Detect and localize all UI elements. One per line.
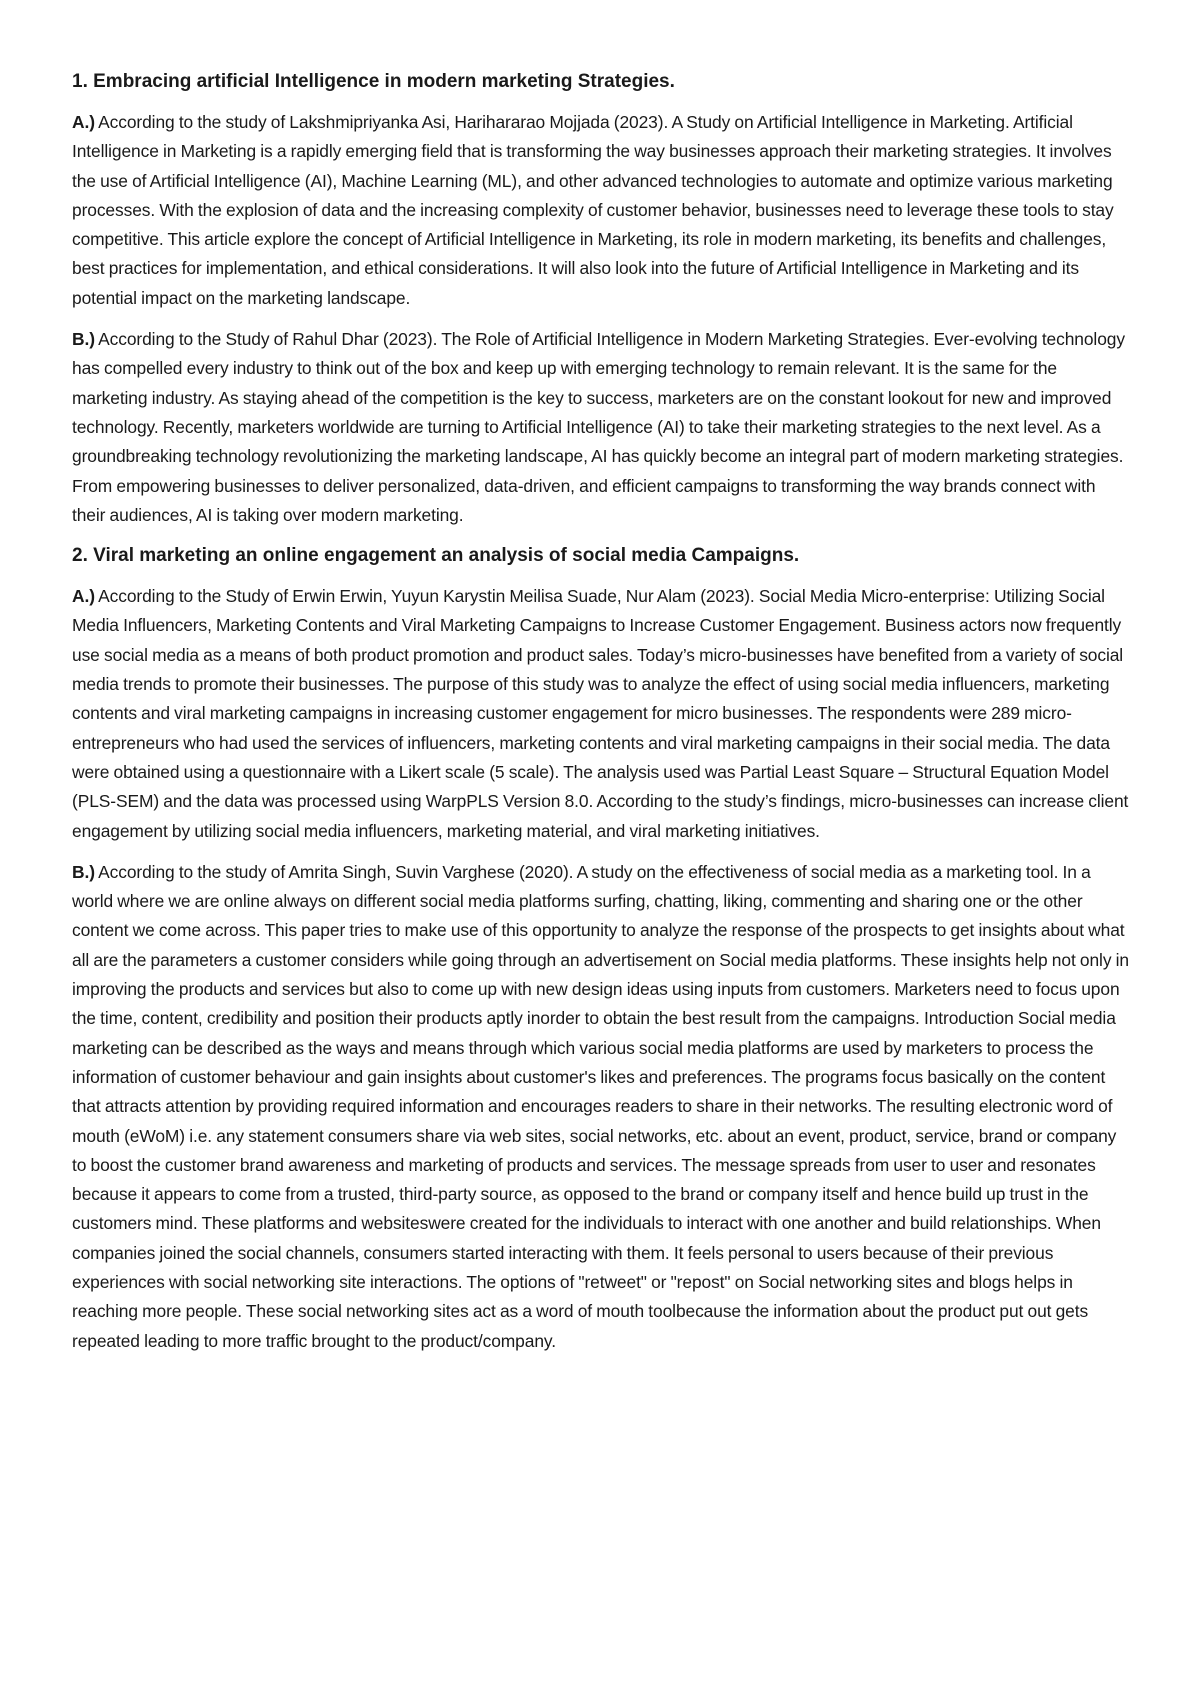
paragraph-marker: B.) — [72, 861, 95, 882]
paragraph-marker: A.) — [72, 112, 95, 132]
paragraph-a — [72, 582, 1132, 846]
paragraph-text: According to the Study of Erwin Erwin, Yuyun Karystin Meilisa Suade, Nur Alam (2023). Social Media Micro-enterprise: Utilizing Social Media Influencers, Marketing Contents and Viral Marketing Campaigns to Increase Customer Engagement. Business actors now frequently use social media as a means of both product promotion and product sales. Today’s micro-businesses have benefited from a variety of social media trends to promote their businesses. The purpose of this study was to analyze the effect of using social media influencers, marketing contents and viral marketing campaigns in increasing customer engagement for micro businesses. The respondents were 289 micro-entrepreneurs who had used the services of influencers, marketing contents and viral marketing campaigns in their social media. The data were obtained using a questionnaire with a Likert scale (5 scale). The analysis used was Partial Least Square – Structural Equation Model (PLS-SEM) and the data was processed using WarpPLS Version 8.0. According to the study’s findings, micro-businesses can increase client engagement by utilizing social media influencers, marketing material, and viral marketing initiatives. — [72, 586, 1129, 841]
section-heading: 2. Viral marketing an online engagement an analysis of social media Campaigns. — [72, 545, 800, 567]
paragraph-text: According to the study of Lakshmipriyanka Asi, Harihararao Mojjada (2023). A Study on Artificial Intelligence in Marketing. Artificial Intelligence in Marketing is a rapidly emerging field that is transforming the way businesses approach their marketing strategies. It involves the use of Artificial Intelligence (AI), Machine Learning (ML), and other advanced technologies to automate and optimize various marketing processes. With the explosion of data and the increasing complexity of customer behavior, businesses need to leverage these tools to stay competitive. This article explore the concept of Artificial Intelligence in Marketing, its role in modern marketing, its benefits and challenges, best practices for implementation, and ethical considerations. It will also look into the future of Artificial Intelligence in Marketing and its potential impact on the marketing landscape. — [72, 112, 1114, 308]
section-heading: 1. Embracing artificial Intelligence in modern marketing Strategies. — [72, 71, 675, 92]
section-ai-marketing — [72, 68, 1132, 530]
section-viral-marketing — [72, 542, 1132, 1356]
paragraph-b — [72, 325, 1132, 530]
document-page — [72, 68, 1132, 1368]
paragraph-text: According to the study of Amrita Singh, Suvin Varghese (2020). A study on the effectiveness of social media as a marketing tool. In a world where we are online always on different social media platforms surfing, chatting, liking, commenting and sharing one or the other content we come across. This paper tries to make use of this opportunity to analyze the response of the prospects to get insights about what all are the parameters a customer considers while going through an advertisement on Social media platforms. These insights help not only in improving the products and services but also to come up with new design ideas using inputs from customers. Marketers need to focus upon the time, content, credibility and position their products aptly inorder to obtain the best result from the campaigns. Introduction Social media marketing can be described as the ways and means through which various social media platforms are used by marketers to process the information of customer behaviour and gain insights about customer's likes and preferences. The programs focus basically on the content that attracts attention by providing required information and encourages readers to share in their networks. The resulting electronic word of mouth (eWoM) i.e. any statement consumers share via web sites, social networks, etc. about an event, product, service, brand or company to boost the customer brand awareness and marketing of products and services. The message spreads from user to user and resonates because it appears to come from a trusted, third-party source, as opposed to the brand or company itself and hence build up trust in the customers mind. These platforms and websiteswere created for the individuals to interact with one another and build relationships. When companies joined the social channels, consumers started interacting with them. It feels personal to users because of their previous experiences with social networking site interactions. The options of "retweet" or "repost" on Social networking sites and blogs helps in reaching more people. These social networking sites act as a word of mouth toolbecause the information about the product put out gets repeated leading to more traffic brought to the product/company. — [72, 861, 1129, 1351]
paragraph-marker: B.) — [72, 329, 95, 350]
paragraph-a — [72, 108, 1132, 313]
paragraph-text: According to the Study of Rahul Dhar (2023). The Role of Artificial Intelligence in Modern Marketing Strategies. Ever-evolving technology has compelled every industry to think out of the box and keep up with emerging technology to remain relevant. It is the same for the marketing industry. As staying ahead of the competition is the key to success, marketers are on the constant lookout for new and improved technology. Recently, marketers worldwide are turning to Artificial Intelligence (AI) to take their marketing strategies to the next level. As a groundbreaking technology revolutionizing the marketing landscape, AI has quickly become an integral part of modern marketing strategies. From empowering businesses to deliver personalized, data-driven, and efficient campaigns to transforming the way brands connect with their audiences, AI is taking over modern marketing. — [72, 329, 1125, 525]
paragraph-marker: A.) — [72, 586, 95, 607]
paragraph-b — [72, 858, 1132, 1356]
